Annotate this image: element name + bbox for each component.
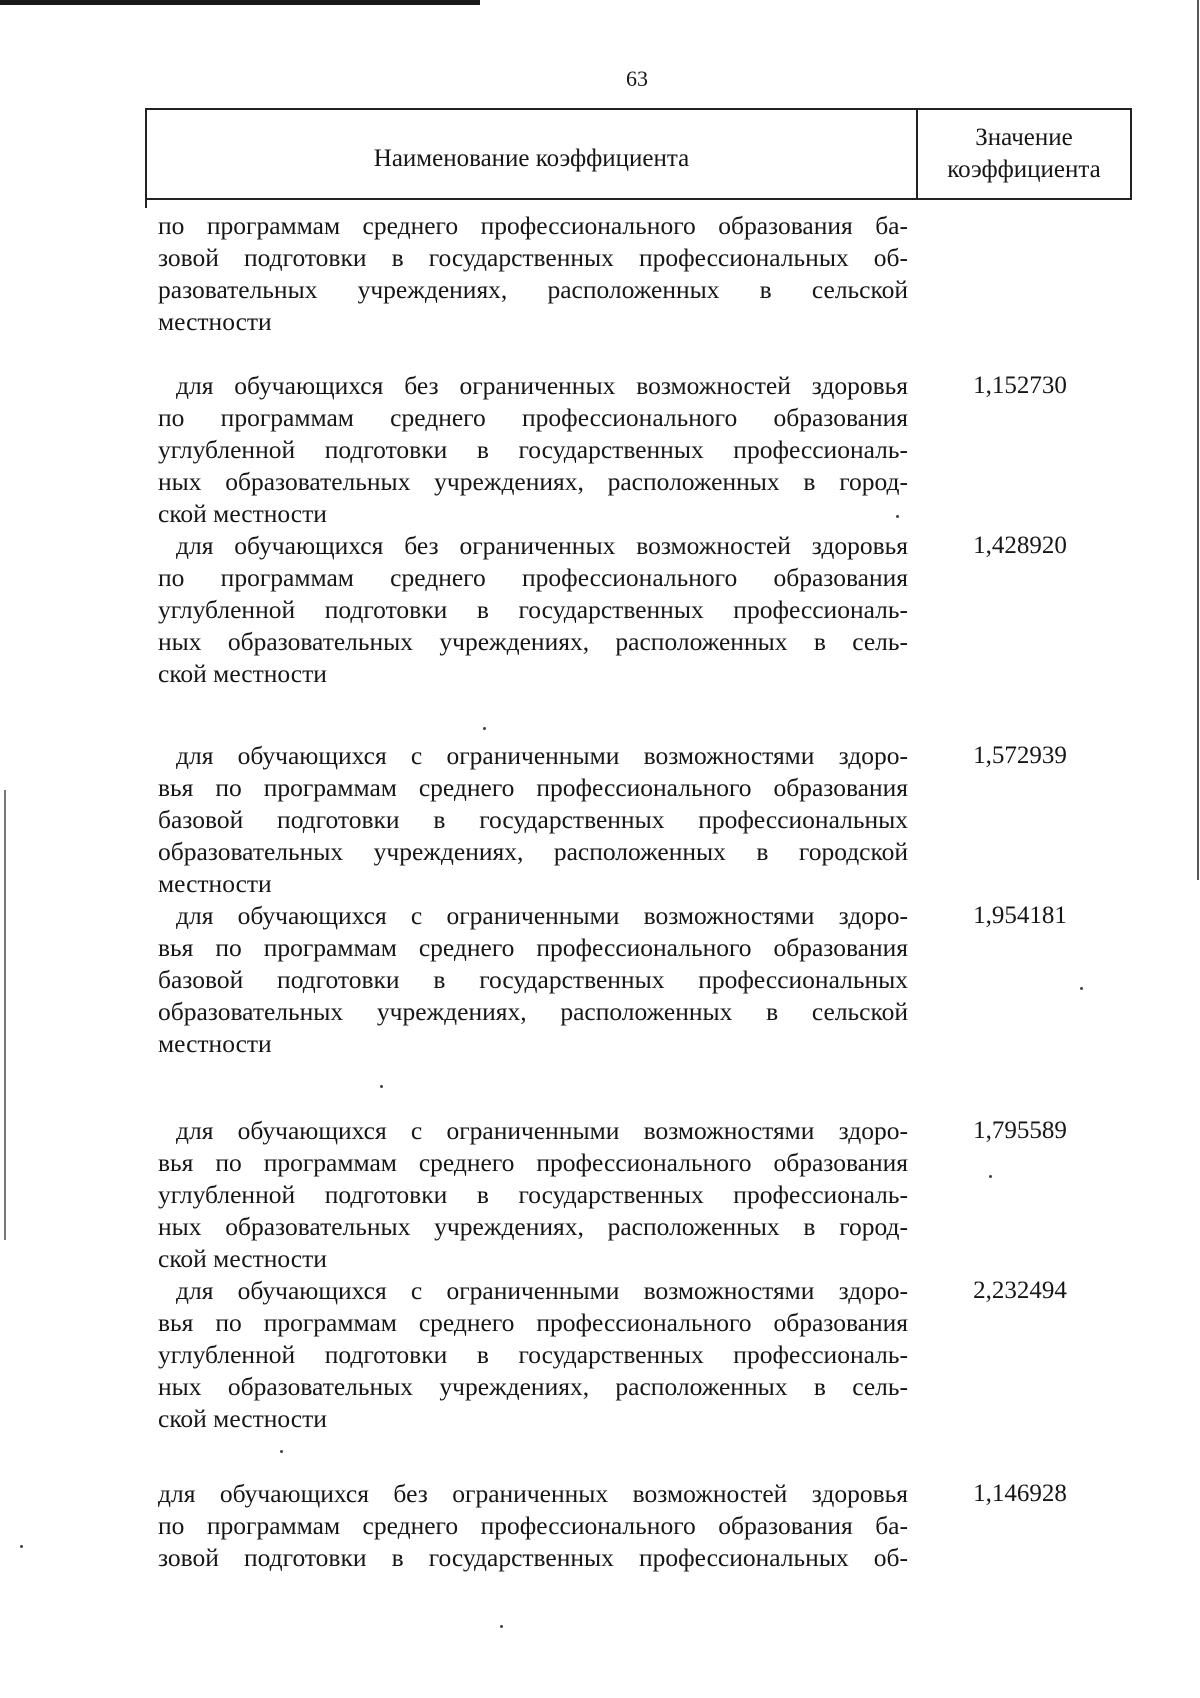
scan-speck	[483, 727, 486, 730]
description-line: для обучающихся без ограниченных возможностей здоровья	[176, 531, 908, 560]
description-line: ных образовательных учреждениях, расположенных в сель-	[158, 627, 908, 656]
scan-speck	[280, 1450, 283, 1453]
description-line: для обучающихся с ограниченными возможностями здоро-	[176, 901, 908, 930]
description-line: по программам среднего профессионального образования ба-	[158, 211, 908, 240]
scan-speck	[989, 1175, 992, 1178]
scan-edge-left	[4, 790, 6, 1240]
description-line: вья по программам среднего профессионального образования	[158, 1148, 908, 1177]
description-line: базовой подготовки в государственных профессиональных	[158, 805, 908, 834]
description-line: по программам среднего профессионального образования	[158, 403, 908, 432]
description-line: местности	[158, 1029, 272, 1058]
description-line: ской местности	[158, 499, 327, 528]
column-header-value-line1: Значение	[975, 124, 1073, 151]
description-line: по программам среднего профессионального образования ба-	[158, 1511, 908, 1540]
coefficient-description	[158, 1478, 908, 1574]
scan-speck	[896, 515, 899, 518]
description-line: вья по программам среднего профессионального образования	[158, 933, 908, 962]
coefficient-description	[158, 900, 908, 1060]
description-line: зовой подготовки в государственных профессиональных об-	[158, 243, 908, 272]
description-line: углубленной подготовки в государственных профессиональ-	[158, 595, 908, 624]
coefficient-value: 1,572939	[973, 742, 1067, 769]
coefficient-value: 2,232494	[973, 1277, 1067, 1304]
scan-edge-top	[0, 0, 480, 5]
scan-speck	[1080, 987, 1083, 990]
description-line: ных образовательных учреждениях, расположенных в город-	[158, 467, 908, 496]
scan-speck	[380, 1085, 383, 1088]
coefficient-value: 1,428920	[973, 532, 1067, 559]
column-header-name: Наименование коэффициента	[147, 110, 918, 198]
description-line: зовой подготовки в государственных профессиональных об-	[158, 1543, 908, 1572]
coefficient-description	[158, 1115, 908, 1275]
description-line: образовательных учреждениях, расположенных в сельской	[158, 997, 908, 1026]
description-line: базовой подготовки в государственных профессиональных	[158, 965, 908, 994]
coefficient-description	[158, 530, 908, 690]
description-line: для обучающихся без ограниченных возможностей здоровья	[158, 1479, 908, 1508]
table-left-border	[145, 198, 147, 208]
description-line: образовательных учреждениях, расположенных в городской	[158, 837, 908, 866]
description-line: углубленной подготовки в государственных профессиональ-	[158, 1180, 908, 1209]
scan-speck	[20, 1545, 23, 1548]
scan-speck	[500, 1625, 503, 1628]
coefficient-description	[158, 370, 908, 530]
coefficient-value: 1,146928	[973, 1480, 1067, 1507]
description-line: вья по программам среднего профессионального образования	[158, 773, 908, 802]
scan-edge-right	[1197, 0, 1199, 880]
page-number: 63	[626, 66, 648, 91]
description-line: ской местности	[158, 659, 327, 688]
coefficient-value: 1,152730	[973, 372, 1067, 399]
description-line: для обучающихся с ограниченными возможностями здоро-	[176, 741, 908, 770]
description-line: разовательных учреждениях, расположенных в сельской	[158, 275, 908, 304]
table-header	[145, 108, 1132, 200]
coefficient-description	[158, 1275, 908, 1435]
description-line: вья по программам среднего профессионального образования	[158, 1308, 908, 1337]
description-line: ской местности	[158, 1404, 327, 1433]
column-header-value-line2: коэффициента	[947, 156, 1101, 183]
description-line: ных образовательных учреждениях, расположенных в сель-	[158, 1372, 908, 1401]
coefficient-description	[158, 740, 908, 900]
description-line: для обучающихся без ограниченных возможностей здоровья	[176, 371, 908, 400]
coefficient-value: 1,795589	[973, 1117, 1067, 1144]
description-line: углубленной подготовки в государственных профессиональ-	[158, 1340, 908, 1369]
coefficient-description	[158, 210, 908, 338]
description-line: ных образовательных учреждениях, расположенных в город-	[158, 1212, 908, 1241]
description-line: ской местности	[158, 1244, 327, 1273]
description-line: углубленной подготовки в государственных профессиональ-	[158, 435, 908, 464]
description-line: местности	[158, 869, 272, 898]
description-line: для обучающихся с ограниченными возможностями здоро-	[176, 1276, 908, 1305]
column-header-value	[918, 110, 1130, 198]
description-line: местности	[158, 307, 272, 336]
description-line: для обучающихся с ограниченными возможностями здоро-	[176, 1116, 908, 1145]
description-line: по программам среднего профессионального образования	[158, 563, 908, 592]
coefficient-value: 1,954181	[973, 902, 1067, 929]
